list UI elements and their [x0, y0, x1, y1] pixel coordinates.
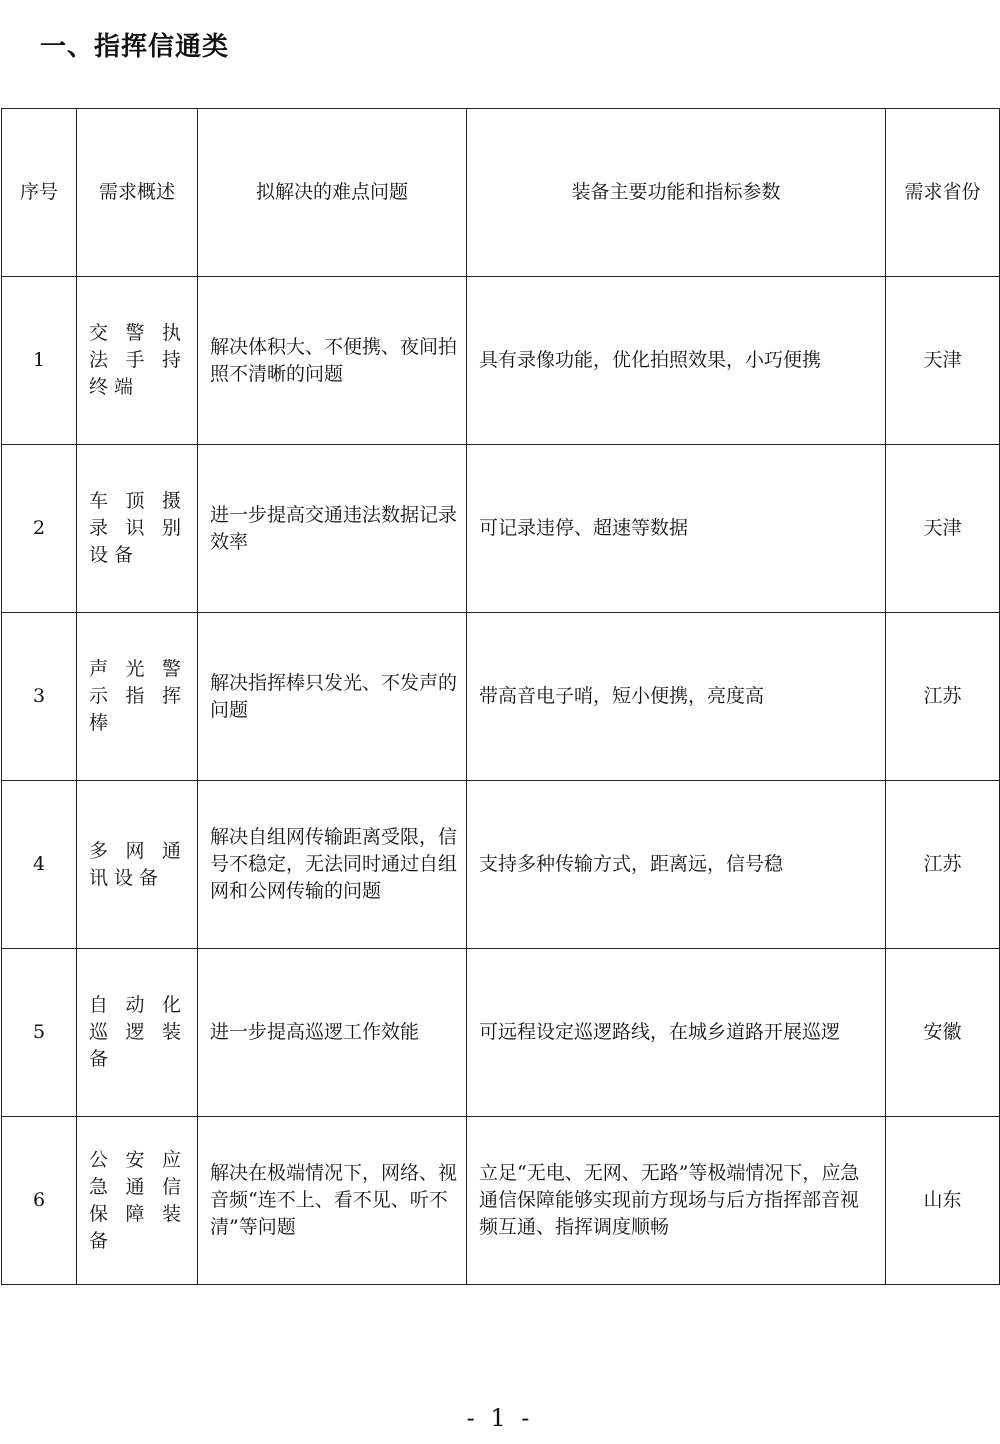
row-province: 江苏	[886, 781, 1000, 949]
row-seq: 6	[2, 1117, 77, 1285]
section-title: 一、指挥信通类	[40, 32, 230, 62]
table-row	[2, 277, 1000, 445]
table-row	[2, 1117, 1000, 1285]
header-problem: 拟解决的难点问题	[198, 109, 467, 277]
row-feature: 支持多种传输方式，距离远，信号稳	[467, 781, 886, 949]
requirements-table	[1, 108, 1000, 1285]
table-row	[2, 613, 1000, 781]
row-summary: 公安应急通信保障装备	[77, 1117, 198, 1285]
row-problem: 进一步提高交通违法数据记录效率	[198, 445, 467, 613]
row-problem: 解决自组网传输距离受限，信号不稳定，无法同时通过自组网和公网传输的问题	[198, 781, 467, 949]
row-summary: 车顶摄录识别设备	[77, 445, 198, 613]
row-seq: 3	[2, 613, 77, 781]
row-seq: 2	[2, 445, 77, 613]
row-summary: 声光警示指挥棒	[77, 613, 198, 781]
row-problem: 进一步提高巡逻工作效能	[198, 949, 467, 1117]
row-feature: 可记录违停、超速等数据	[467, 445, 886, 613]
header-summary: 需求概述	[77, 109, 198, 277]
row-summary: 自动化巡逻装备	[77, 949, 198, 1117]
row-province: 天津	[886, 277, 1000, 445]
header-province: 需求省份	[886, 109, 1000, 277]
row-province: 山东	[886, 1117, 1000, 1285]
row-summary: 多网通讯设备	[77, 781, 198, 949]
row-feature: 可远程设定巡逻路线，在城乡道路开展巡逻	[467, 949, 886, 1117]
row-province: 江苏	[886, 613, 1000, 781]
page-number: - 1 -	[466, 1404, 534, 1432]
row-seq: 4	[2, 781, 77, 949]
row-problem: 解决体积大、不便携、夜间拍照不清晰的问题	[198, 277, 467, 445]
row-feature: 具有录像功能，优化拍照效果，小巧便携	[467, 277, 886, 445]
table-row	[2, 949, 1000, 1117]
row-summary: 交警执法手持终端	[77, 277, 198, 445]
header-feature: 装备主要功能和指标参数	[467, 109, 886, 277]
row-problem: 解决指挥棒只发光、不发声的问题	[198, 613, 467, 781]
row-seq: 5	[2, 949, 77, 1117]
row-province: 安徽	[886, 949, 1000, 1117]
row-problem: 解决在极端情况下，网络、视音频“连不上、看不见、听不清”等问题	[198, 1117, 467, 1285]
row-feature: 带高音电子哨，短小便携，亮度高	[467, 613, 886, 781]
table-row	[2, 781, 1000, 949]
row-feature: 立足“无电、无网、无路”等极端情况下，应急通信保障能够实现前方现场与后方指挥部音视频互通、指挥调度顺畅	[467, 1117, 886, 1285]
table-header-row	[2, 109, 1000, 277]
header-seq: 序号	[2, 109, 77, 277]
row-seq: 1	[2, 277, 77, 445]
table-row	[2, 445, 1000, 613]
row-province: 天津	[886, 445, 1000, 613]
